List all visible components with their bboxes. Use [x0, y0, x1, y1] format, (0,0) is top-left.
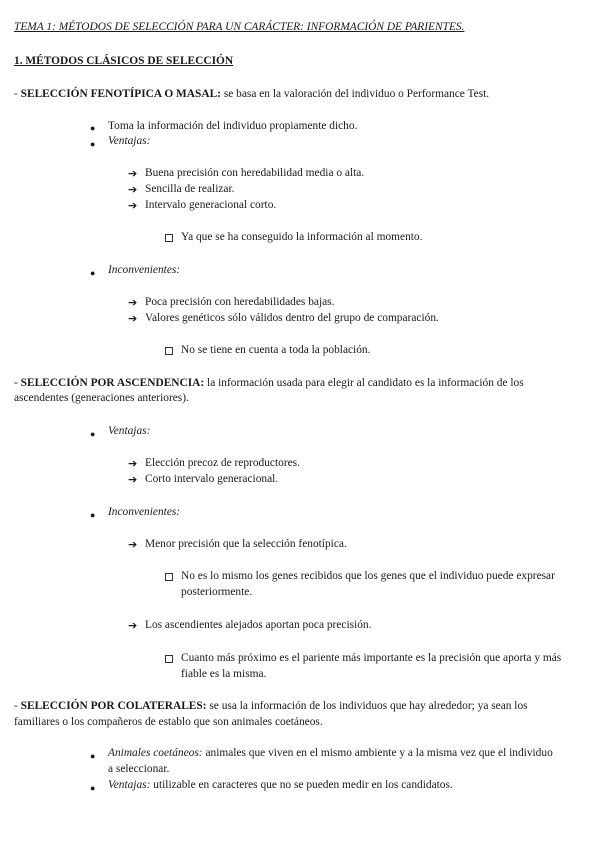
ascendencia-inc1-note-1: No es lo mismo los genes recibidos que los genes que el individuo puede expresar	[181, 570, 555, 582]
colaterales-bullet-1	[108, 746, 553, 762]
dash: -	[14, 377, 21, 389]
arrow-icon: ➔	[128, 457, 138, 470]
arrow-icon: ➔	[128, 167, 138, 180]
fenotipica-inconvenientes-note: No se tiene en cuenta a toda la población.	[181, 344, 371, 356]
fenotipica-ventajas-label: Ventajas:	[108, 135, 151, 147]
coetaneos-label: Animales coetáneos:	[108, 747, 203, 759]
fenotipica-ventaja-item: Intervalo generacional corto.	[145, 199, 277, 211]
colaterales-bullet-2	[108, 778, 453, 794]
dash: -	[14, 700, 21, 712]
ascendencia-paragraph	[14, 376, 524, 392]
fenotipica-ventaja-item: Sencilla de realizar.	[145, 183, 235, 195]
checkbox-square-icon	[165, 347, 173, 355]
ascendencia-inconveniente-1: Menor precisión que la selección fenotípica.	[145, 538, 347, 550]
ascendencia-inc1-note-2: posteriormente.	[181, 586, 253, 598]
ascendencia-label: SELECCIÓN POR ASCENDENCIA:	[20, 377, 205, 389]
fenotipica-text: se basa en la valoración del individuo o Performance Test.	[220, 88, 490, 100]
dash: -	[14, 88, 21, 100]
checkbox-square-icon	[165, 234, 173, 242]
section-heading: 1. MÉTODOS CLÁSICOS DE SELECCIÓN	[14, 55, 234, 67]
fenotipica-bullet-1: Toma la información del individuo propiamente dicho.	[108, 120, 358, 132]
bullet-icon: ●	[90, 510, 96, 520]
fenotipica-inconveniente-item: Valores genéticos sólo válidos dentro del grupo de comparación.	[145, 312, 439, 324]
fenotipica-paragraph	[14, 87, 489, 103]
colaterales-text-1: se usa la información de los individuos que hay alrededor; ya sean los	[206, 700, 528, 712]
ascendencia-inc2-note-2: fiable es la misma.	[181, 668, 267, 680]
fenotipica-inconveniente-item: Poca precisión con heredabilidades bajas.	[145, 296, 335, 308]
ascendencia-text-1: la información usada para elegir al candidato es la información de los	[204, 377, 524, 389]
fenotipica-ventajas-note: Ya que se ha conseguido la información al momento.	[181, 231, 423, 243]
bullet-icon: ●	[90, 123, 96, 133]
checkbox-square-icon	[165, 655, 173, 663]
bullet-icon: ●	[90, 139, 96, 149]
arrow-icon: ➔	[128, 183, 138, 196]
ascendencia-text-2: ascendentes (generaciones anteriores).	[14, 392, 189, 404]
coetaneos-text: animales que viven en el mismo ambiente y a la misma vez que el individuo	[202, 747, 553, 759]
colaterales-ventajas-label: Ventajas:	[108, 779, 151, 791]
arrow-icon: ➔	[128, 199, 138, 212]
ascendencia-inconveniente-2: Los ascendientes alejados aportan poca precisión.	[145, 619, 372, 631]
bullet-icon: ●	[90, 429, 96, 439]
document-title: TEMA 1: MÉTODOS DE SELECCIÓN PARA UN CARÁCTER: INFORMACIÓN DE PARIENTES.	[14, 21, 465, 33]
ascendencia-inc2-note-1: Cuanto más próximo es el pariente más importante es la precisión que aporta y más	[181, 652, 562, 664]
checkbox-square-icon	[165, 573, 173, 581]
fenotipica-ventaja-item: Buena precisión con heredabilidad media o alta.	[145, 167, 365, 179]
ascendencia-ventaja-item: Elección precoz de reproductores.	[145, 457, 300, 469]
ascendencia-inconvenientes-label: Inconvenientes:	[108, 506, 181, 518]
bullet-icon: ●	[90, 783, 96, 793]
arrow-icon: ➔	[128, 312, 138, 325]
bullet-icon: ●	[90, 751, 96, 761]
arrow-icon: ➔	[128, 619, 138, 632]
colaterales-paragraph	[14, 699, 528, 715]
arrow-icon: ➔	[128, 538, 138, 551]
ascendencia-ventaja-item: Corto intervalo generacional.	[145, 473, 279, 485]
bullet-icon: ●	[90, 268, 96, 278]
colaterales-bullet-1-line-2: a seleccionar.	[108, 763, 170, 775]
colaterales-label: SELECCIÓN POR COLATERALES:	[20, 700, 207, 712]
colaterales-ventajas-text: utilizable en caracteres que no se pueden medir en los candidatos.	[150, 779, 453, 791]
colaterales-text-2: familiares o los compañeros de establo que son animales coetáneos.	[14, 716, 323, 728]
arrow-icon: ➔	[128, 296, 138, 309]
arrow-icon: ➔	[128, 473, 138, 486]
ascendencia-ventajas-label: Ventajas:	[108, 425, 151, 437]
fenotipica-label: SELECCIÓN FENOTÍPICA O MASAL:	[20, 88, 221, 100]
fenotipica-inconvenientes-label: Inconvenientes:	[108, 264, 181, 276]
